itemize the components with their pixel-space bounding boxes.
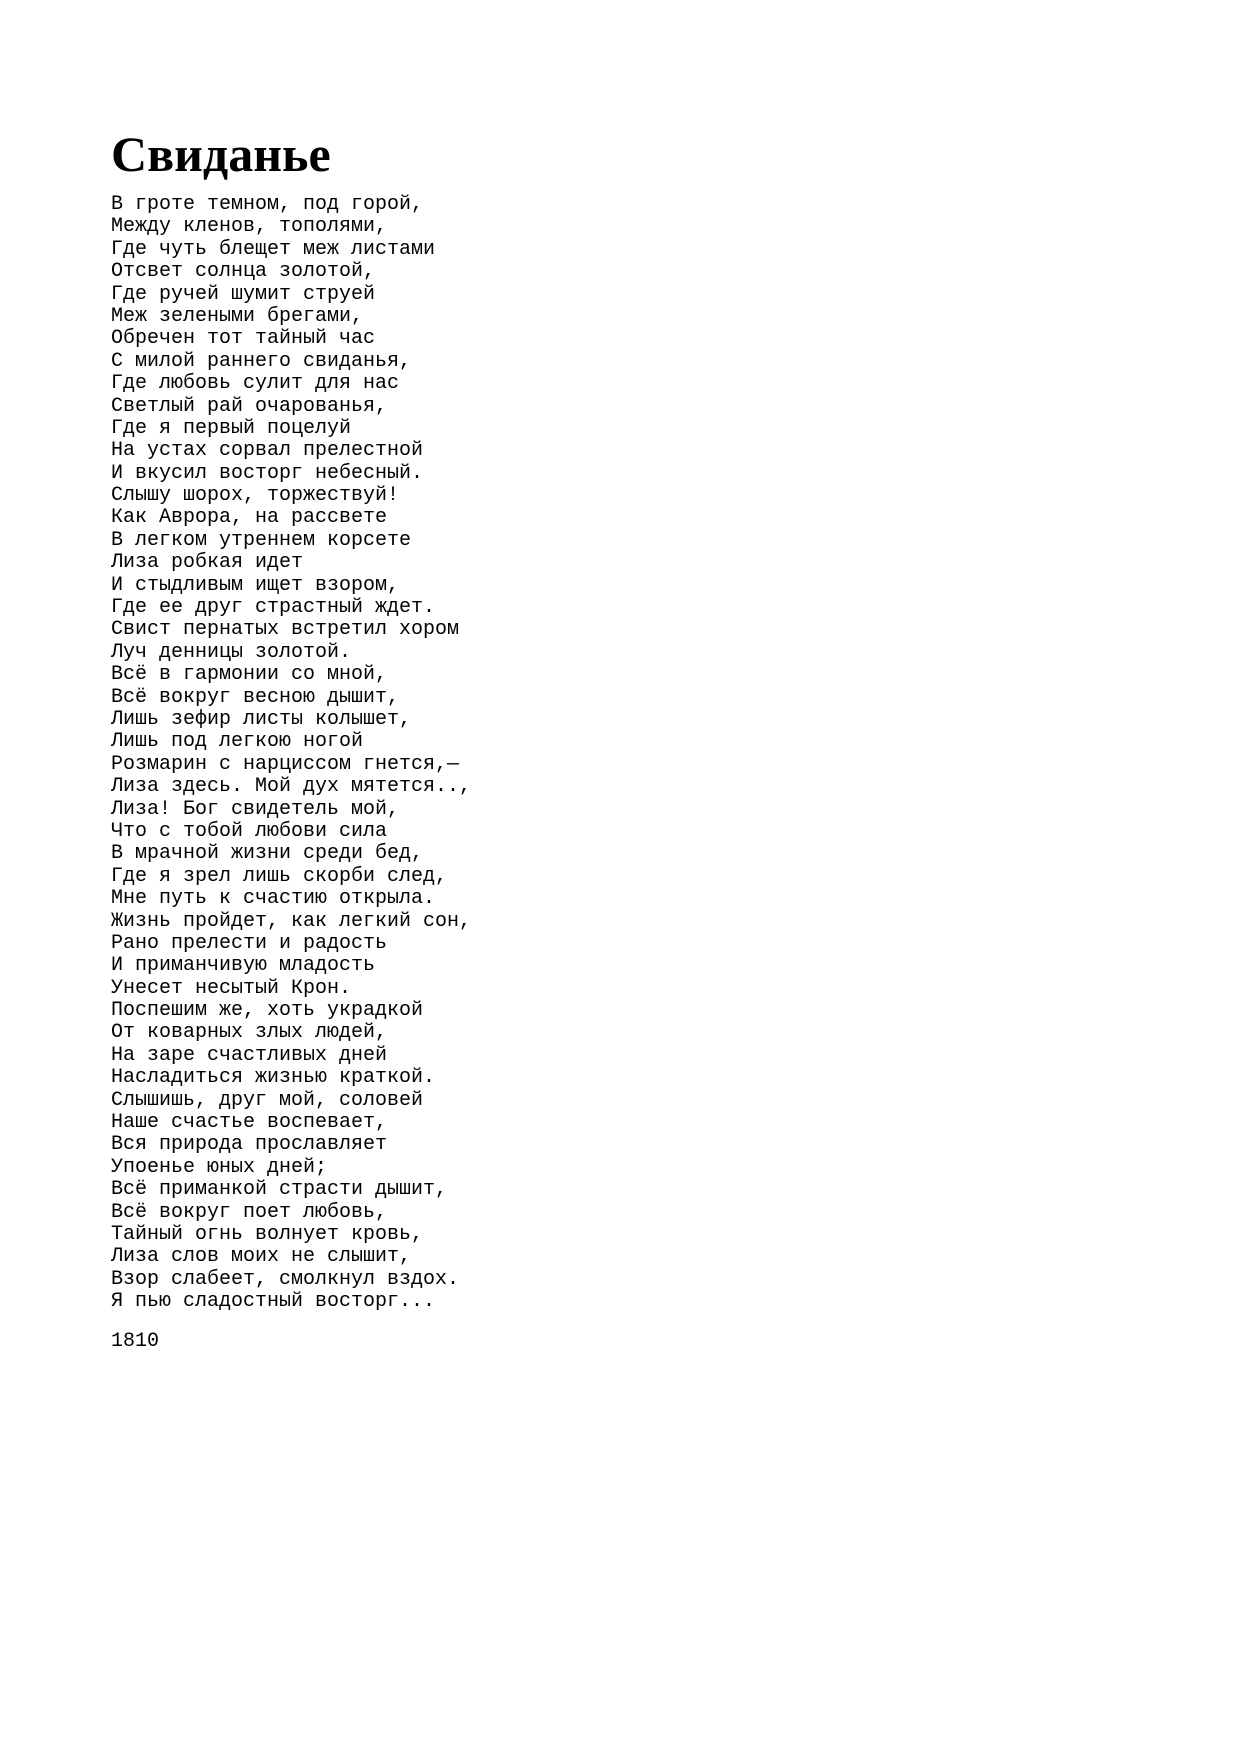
poem-line: Меж зелеными брегами, [111, 304, 364, 328]
poem-text [111, 194, 471, 1314]
poem-line: Между кленов, тополями, [111, 215, 388, 239]
poem-line: Поспешим же, хоть украдкой [111, 999, 424, 1023]
poem-line: И приманчивую младость [111, 954, 376, 978]
poem-line: Всё в гармонии со мной, [111, 663, 388, 687]
poem-line: Светлый рай очарованья, [111, 394, 388, 418]
poem-line: Где я первый поцелуй [111, 416, 352, 440]
poem-line: Розмарин с нарциссом гнется,— [111, 752, 460, 776]
poem-line: С милой раннего свиданья, [111, 349, 412, 373]
poem-line: В гроте темном, под горой, [111, 193, 424, 216]
poem-line: Где чуть блещет меж листами [111, 237, 436, 261]
poem-line: Рано прелести и радость [111, 931, 388, 955]
poem-line: Где ее друг страстный ждет. [111, 596, 436, 620]
poem-line: Я пью сладостный восторг... [111, 1290, 436, 1314]
poem-line: Вся природа прославляет [111, 1133, 388, 1157]
poem-line: Всё вокруг поет любовь, [111, 1200, 388, 1224]
poem-year: 1810 [111, 1330, 160, 1353]
poem-line: И стыдливым ищет взором, [111, 573, 400, 597]
poem-line: Всё приманкой страсти дышит, [111, 1178, 448, 1202]
poem-line: Унесет несытый Крон. [111, 976, 352, 1000]
poem-line: Слышу шорох, торжествуй! [111, 484, 400, 508]
poem-line: Свист пернатых встретил хором [111, 618, 460, 642]
poem-line: На заре счастливых дней [111, 1043, 388, 1067]
poem-line: Как Аврора, на рассвете [111, 506, 388, 530]
poem-line: Где я зрел лишь скорби след, [111, 864, 448, 888]
poem-line: Жизнь пройдет, как легкий сон, [111, 909, 472, 933]
poem-line: Обречен тот тайный час [111, 327, 376, 351]
poem-line: Всё вокруг весною дышит, [111, 685, 400, 709]
poem-line: Упоенье юных дней; [111, 1155, 328, 1179]
poem-line: В легком утреннем корсете [111, 528, 412, 552]
poem-line: От коварных злых людей, [111, 1021, 388, 1045]
poem-line: Лиза слов моих не слышит, [111, 1245, 412, 1269]
poem-line: Лишь зефир листы колышет, [111, 707, 412, 731]
poem-line: Мне путь к счастию открыла. [111, 887, 436, 911]
poem-line: В мрачной жизни среди бед, [111, 842, 424, 866]
poem-line: Отсвет солнца золотой, [111, 260, 376, 284]
poem-line: Лиза робкая идет [111, 551, 304, 575]
poem-line: И вкусил восторг небесный. [111, 461, 424, 485]
poem-line: Насладиться жизнью краткой. [111, 1066, 436, 1090]
poem-line: Что с тобой любови сила [111, 819, 388, 843]
poem-line: Луч денницы золотой. [111, 640, 352, 664]
poem-line: Где ручей шумит струей [111, 282, 376, 306]
poem-line: Лишь под легкою ногой [111, 730, 364, 754]
poem-line: Слышишь, друг мой, соловей [111, 1088, 424, 1112]
poem-line: На устах сорвал прелестной [111, 439, 424, 463]
poem-line: Взор слабеет, смолкнул вздох. [111, 1267, 460, 1291]
poem-line: Наше счастье воспевает, [111, 1111, 388, 1135]
poem-line: Лиза! Бог свидетель мой, [111, 797, 400, 821]
poem-line: Где любовь сулит для нас [111, 372, 400, 396]
poem-line: Лиза здесь. Мой дух мятется.., [111, 775, 472, 799]
poem-line: Тайный огнь волнует кровь, [111, 1222, 424, 1246]
poem-title: Свиданье [111, 126, 331, 182]
